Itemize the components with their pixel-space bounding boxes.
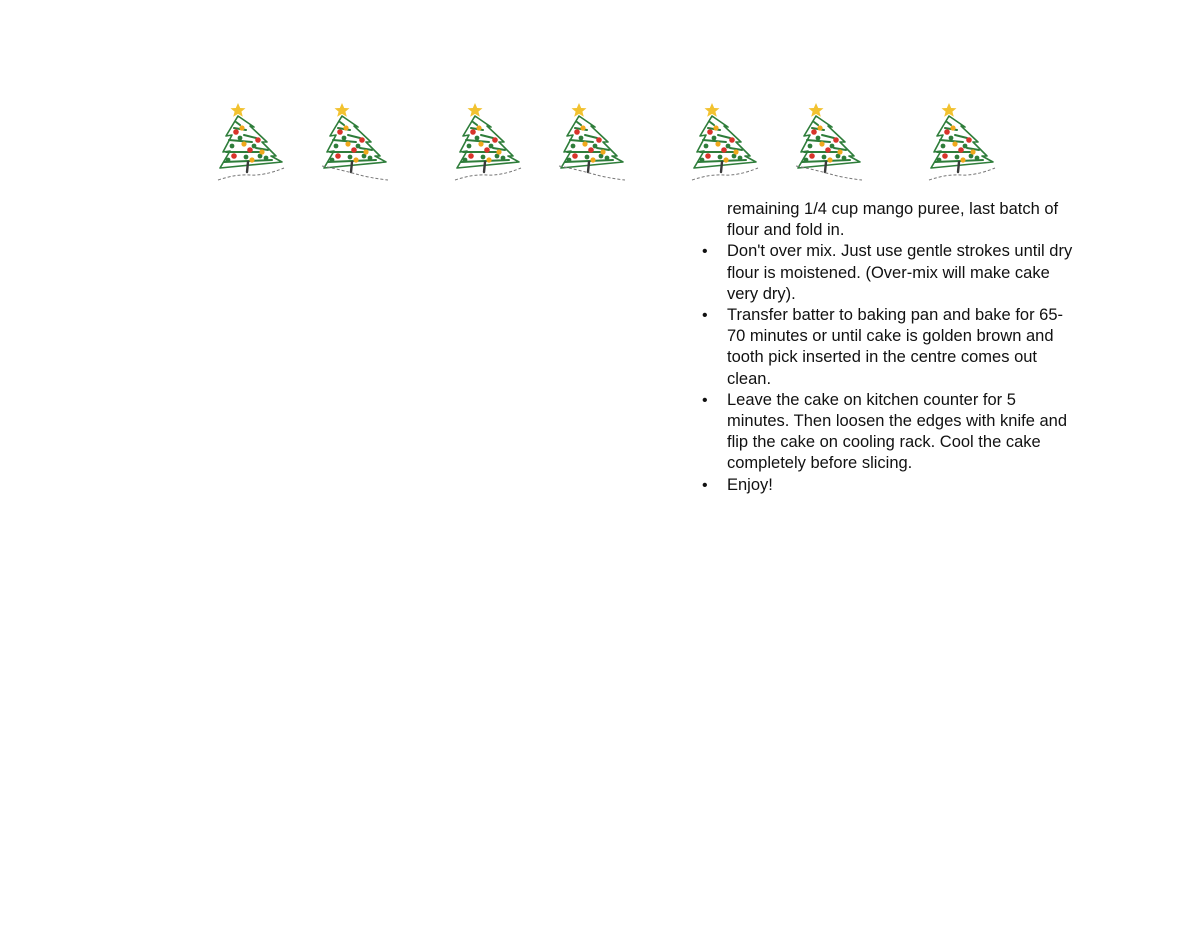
christmas-tree-icon [216, 100, 288, 186]
instruction-step [700, 305, 1080, 390]
christmas-tree-icon [927, 100, 999, 186]
christmas-tree-border [0, 100, 1200, 190]
instruction-step [700, 475, 1080, 496]
bullet-icon: • [702, 476, 708, 494]
instruction-continuation: remaining 1/4 cup mango puree, last batch of flour and fold in. [727, 200, 1059, 240]
recipe-instructions [700, 199, 1080, 496]
instruction-list [700, 241, 1080, 495]
bullet-icon: • [702, 243, 708, 261]
instruction-step-text: Enjoy! [727, 475, 773, 494]
instruction-step [700, 241, 1080, 305]
christmas-tree-icon [690, 100, 762, 186]
instruction-step-text: Don't over mix. Just use gentle strokes until dry flour is moistened. (Over-mix will make cake very dry). [727, 242, 1073, 303]
instruction-step-text: Transfer batter to baking pan and bake for 65-70 minutes or until cake is golden brown and tooth pick inserted in the centre comes out clean. [727, 306, 1064, 388]
christmas-tree-icon [557, 100, 629, 186]
bullet-icon: • [702, 307, 708, 325]
instruction-step-text: Leave the cake on kitchen counter for 5 minutes. Then loosen the edges with knife and flip the cake on cooling rack. Cool the cake completely before slicing. [727, 390, 1067, 473]
christmas-tree-icon [453, 100, 525, 186]
bullet-icon: • [702, 391, 708, 409]
christmas-tree-icon [320, 100, 392, 186]
christmas-tree-icon [794, 100, 866, 186]
instruction-step [700, 390, 1080, 475]
